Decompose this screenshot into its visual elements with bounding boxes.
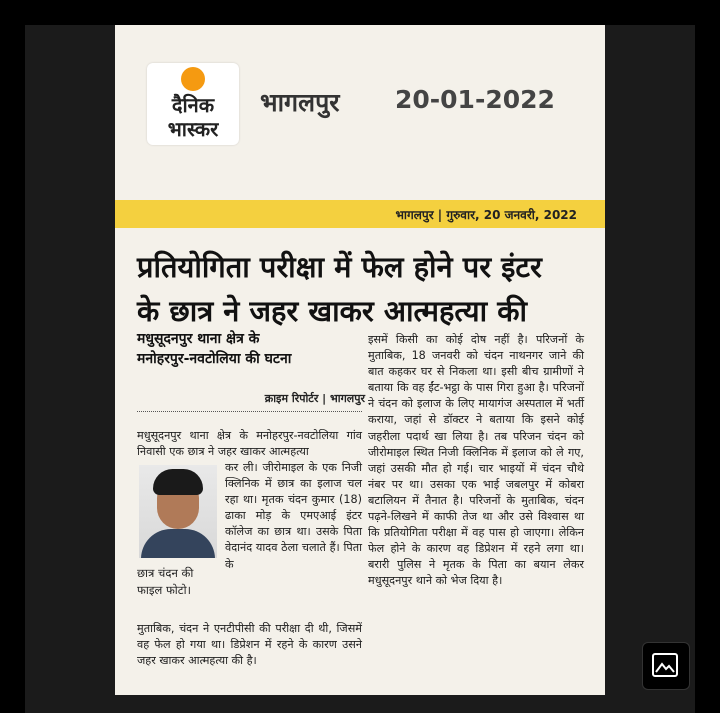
headline — [137, 245, 587, 333]
subheadline — [137, 329, 362, 369]
photo-caption-line2: फाइल फोटो। — [137, 583, 191, 597]
dateline-band — [115, 200, 605, 228]
image-view-button[interactable] — [642, 642, 690, 690]
student-photo — [139, 465, 217, 558]
dateline-text: भागलपुर | गुरुवार, 20 जनवरी, 2022 — [395, 208, 577, 222]
logo-line1: दैनिक — [171, 93, 215, 117]
dainik-bhaskar-logo — [147, 63, 239, 145]
body-right-column: इसमें किसी का कोई दोष नहीं है। परिजनों के मुताबिक, 18 जनवरी को चंदन नाथनगर जाने की बात कहकर घर से निकला था। इसी बीच ग्रामीणों ने बताया कि वह ईंट-भट्ठा के पास गिरा हुआ है। परिजनों ने चंदन को इलाज के लिए मायागंज अस्पताल में भर्ती कराया, जहां से डॉक्टर ने बताया कि इसने कोई जहरीला पदार्थ खा लिया है। तब परिजन चंदन को जीरोमाइल स्थित निजी क्लिनिक में इलाज को ले गए, जहां उसकी मौत हो गई। चार भाइयों में चंदन चौथे नंबर पर था। उसका एक भाई जबलपुर में कोबरा बटालियन में तैनात है। परिजनों के मुताबिक, चंदन पढ़ने-लिखने में काफी तेज था और उसे विश्वास था कि प्रतियोगिता परीक्षा में वह पास हो जाएगा। लेकिन फेल होने के कारण वह डिप्रेशन में रहने लगा था। बरारी पुलिस ने मृतक के पिता का बयान लेकर मधुसूदनपुर थाने को भेज दिया है। — [368, 333, 584, 588]
subheadline-line2: मनोहरपुर-नवटोलिया की घटना — [137, 351, 292, 367]
headline-line2: के छात्र ने जहर खाकर आत्महत्या की — [137, 294, 527, 328]
image-icon — [651, 651, 679, 679]
photo-caption — [137, 565, 219, 599]
body-left-beside-photo: कर ली। जीरोमाइल के एक निजी क्लिनिक में छात्र का इलाज चल रहा था। मृतक चंदन कुमार (18) ढाका मोड़ के एमएआई इंटर कॉलेज का छात्र था। उसके पिता वेदानंद यादव ठेला चलाते हैं। पिता के — [225, 461, 362, 571]
header-date: 20-01-2022 — [395, 85, 555, 114]
body-left-top: मधुसूदनपुर थाना क्षेत्र के मनोहरपुर-नवटोलिया गांव निवासी एक छात्र ने जहर खाकर आत्महत्या — [137, 429, 362, 459]
body-left-bottom: मुताबिक, चंदन ने एनटीपीसी की परीक्षा दी थी, जिसमें वह फेल हो गया था। डिप्रेशन में रहने के कारण उसने जहर खाकर आत्महत्या की है। — [137, 622, 362, 668]
divider — [137, 411, 362, 412]
subheadline-line1: मधुसूदनपुर थाना क्षेत्र के — [137, 331, 260, 347]
newspaper-clipping — [115, 25, 605, 695]
photo-caption-line1: छात्र चंदन की — [137, 566, 194, 580]
logo-sun-icon — [181, 67, 205, 91]
headline-line1: प्रतियोगिता परीक्षा में फेल होने पर इंटर — [137, 250, 542, 284]
byline: क्राइम रिपोर्टर | भागलपुर — [264, 392, 365, 405]
header-city: भागलपुर — [260, 88, 340, 117]
logo-line2: भास्कर — [167, 117, 219, 141]
